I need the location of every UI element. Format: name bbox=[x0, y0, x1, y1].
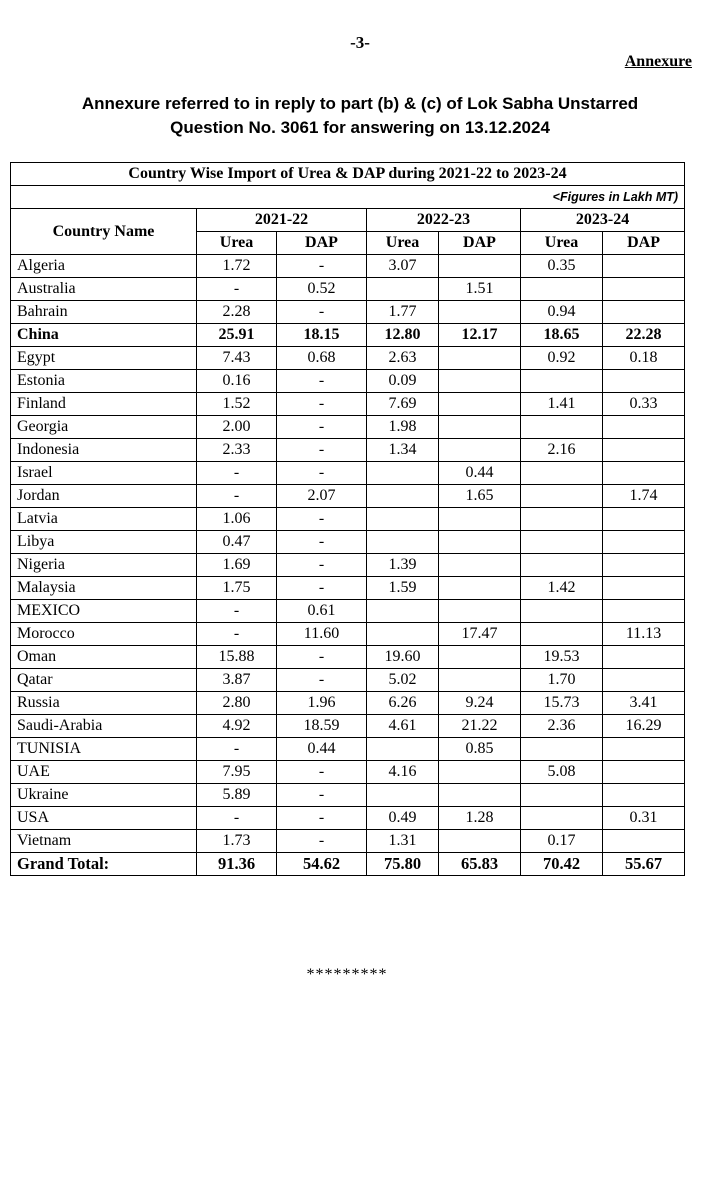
value-cell: - bbox=[277, 784, 367, 807]
value-cell: 0.47 bbox=[197, 531, 277, 554]
value-cell: - bbox=[197, 600, 277, 623]
dap-header: DAP bbox=[439, 232, 521, 255]
value-cell: 21.22 bbox=[439, 715, 521, 738]
value-cell bbox=[521, 462, 603, 485]
value-cell: - bbox=[277, 255, 367, 278]
table-row bbox=[11, 761, 685, 784]
table-row bbox=[11, 439, 685, 462]
country-cell: Qatar bbox=[11, 669, 197, 692]
value-cell bbox=[367, 738, 439, 761]
value-cell: 1.42 bbox=[521, 577, 603, 600]
country-cell: Ukraine bbox=[11, 784, 197, 807]
value-cell: 0.49 bbox=[367, 807, 439, 830]
value-cell bbox=[439, 370, 521, 393]
value-cell: 0.33 bbox=[603, 393, 685, 416]
value-cell: 0.17 bbox=[521, 830, 603, 853]
value-cell: 11.13 bbox=[603, 623, 685, 646]
value-cell bbox=[367, 784, 439, 807]
import-table bbox=[10, 162, 685, 876]
country-cell: USA bbox=[11, 807, 197, 830]
value-cell: - bbox=[277, 554, 367, 577]
value-cell bbox=[603, 761, 685, 784]
grand-total-value: 70.42 bbox=[521, 853, 603, 876]
value-cell bbox=[439, 531, 521, 554]
value-cell bbox=[439, 393, 521, 416]
value-cell: 0.18 bbox=[603, 347, 685, 370]
value-cell: - bbox=[277, 761, 367, 784]
country-cell: Malaysia bbox=[11, 577, 197, 600]
country-cell: Russia bbox=[11, 692, 197, 715]
dap-header: DAP bbox=[277, 232, 367, 255]
table-row bbox=[11, 807, 685, 830]
country-cell: Georgia bbox=[11, 416, 197, 439]
value-cell: - bbox=[197, 738, 277, 761]
value-cell bbox=[439, 830, 521, 853]
table-row bbox=[11, 462, 685, 485]
country-cell: Nigeria bbox=[11, 554, 197, 577]
value-cell bbox=[521, 738, 603, 761]
value-cell bbox=[439, 554, 521, 577]
value-cell bbox=[603, 301, 685, 324]
urea-header: Urea bbox=[197, 232, 277, 255]
value-cell: 4.92 bbox=[197, 715, 277, 738]
value-cell: 1.69 bbox=[197, 554, 277, 577]
value-cell bbox=[603, 508, 685, 531]
value-cell bbox=[521, 807, 603, 830]
value-cell: 2.07 bbox=[277, 485, 367, 508]
value-cell: 25.91 bbox=[197, 324, 277, 347]
value-cell: 0.31 bbox=[603, 807, 685, 830]
value-cell bbox=[603, 646, 685, 669]
value-cell bbox=[439, 577, 521, 600]
value-cell: - bbox=[277, 370, 367, 393]
value-cell: - bbox=[277, 830, 367, 853]
value-cell bbox=[521, 485, 603, 508]
heading-line-2: Question No. 3061 for answering on 13.12.2024 bbox=[170, 118, 550, 137]
country-cell: Latvia bbox=[11, 508, 197, 531]
heading-line-1: Annexure referred to in reply to part (b) & (c) of Lok Sabha Unstarred bbox=[81, 94, 639, 113]
urea-header: Urea bbox=[367, 232, 439, 255]
value-cell bbox=[521, 554, 603, 577]
table-row bbox=[11, 531, 685, 554]
value-cell: - bbox=[277, 439, 367, 462]
value-cell: - bbox=[197, 278, 277, 301]
value-cell bbox=[603, 669, 685, 692]
country-cell: Saudi-Arabia bbox=[11, 715, 197, 738]
value-cell: 1.06 bbox=[197, 508, 277, 531]
value-cell bbox=[521, 370, 603, 393]
value-cell: 0.35 bbox=[521, 255, 603, 278]
table-row bbox=[11, 370, 685, 393]
page-number: -3- bbox=[350, 33, 370, 52]
value-cell bbox=[439, 600, 521, 623]
value-cell: - bbox=[197, 807, 277, 830]
value-cell: 3.87 bbox=[197, 669, 277, 692]
table-row bbox=[11, 301, 685, 324]
grand-total-row bbox=[11, 853, 685, 876]
table-row bbox=[11, 393, 685, 416]
value-cell: 5.89 bbox=[197, 784, 277, 807]
value-cell: 11.60 bbox=[277, 623, 367, 646]
value-cell bbox=[521, 508, 603, 531]
value-cell: 7.43 bbox=[197, 347, 277, 370]
value-cell: 1.96 bbox=[277, 692, 367, 715]
value-cell: 2.28 bbox=[197, 301, 277, 324]
value-cell: - bbox=[277, 416, 367, 439]
value-cell: 1.75 bbox=[197, 577, 277, 600]
country-cell: UAE bbox=[11, 761, 197, 784]
value-cell: 0.92 bbox=[521, 347, 603, 370]
value-cell: 0.44 bbox=[439, 462, 521, 485]
value-cell: 1.59 bbox=[367, 577, 439, 600]
value-cell: 1.74 bbox=[603, 485, 685, 508]
value-cell bbox=[603, 439, 685, 462]
value-cell: - bbox=[277, 807, 367, 830]
value-cell: - bbox=[277, 531, 367, 554]
value-cell bbox=[367, 531, 439, 554]
value-cell: 1.31 bbox=[367, 830, 439, 853]
value-cell bbox=[521, 278, 603, 301]
country-cell: Egypt bbox=[11, 347, 197, 370]
value-cell: - bbox=[277, 669, 367, 692]
year-header: 2023-24 bbox=[521, 209, 685, 232]
country-cell: Morocco bbox=[11, 623, 197, 646]
value-cell bbox=[439, 646, 521, 669]
value-cell bbox=[603, 255, 685, 278]
value-cell bbox=[439, 347, 521, 370]
table-row bbox=[11, 577, 685, 600]
value-cell: 2.00 bbox=[197, 416, 277, 439]
country-cell: Algeria bbox=[11, 255, 197, 278]
country-cell: Estonia bbox=[11, 370, 197, 393]
value-cell bbox=[439, 301, 521, 324]
value-cell: 19.53 bbox=[521, 646, 603, 669]
year-header: 2021-22 bbox=[197, 209, 367, 232]
table-row bbox=[11, 600, 685, 623]
value-cell: 0.52 bbox=[277, 278, 367, 301]
grand-total-value: 91.36 bbox=[197, 853, 277, 876]
value-cell bbox=[521, 600, 603, 623]
value-cell: 0.09 bbox=[367, 370, 439, 393]
value-cell: 1.51 bbox=[439, 278, 521, 301]
table-row bbox=[11, 416, 685, 439]
value-cell: 12.17 bbox=[439, 324, 521, 347]
annexure-label: Annexure bbox=[624, 53, 692, 70]
value-cell: - bbox=[197, 623, 277, 646]
value-cell bbox=[603, 531, 685, 554]
table-row bbox=[11, 830, 685, 853]
table-row bbox=[11, 485, 685, 508]
urea-header: Urea bbox=[521, 232, 603, 255]
value-cell bbox=[521, 784, 603, 807]
value-cell bbox=[367, 600, 439, 623]
value-cell: 0.16 bbox=[197, 370, 277, 393]
value-cell: 16.29 bbox=[603, 715, 685, 738]
value-cell bbox=[603, 370, 685, 393]
country-cell: Indonesia bbox=[11, 439, 197, 462]
table-row bbox=[11, 278, 685, 301]
value-cell bbox=[521, 623, 603, 646]
table-row bbox=[11, 715, 685, 738]
value-cell: 15.73 bbox=[521, 692, 603, 715]
end-marker: ********* bbox=[306, 966, 388, 983]
country-cell: Oman bbox=[11, 646, 197, 669]
table-row bbox=[11, 669, 685, 692]
value-cell: - bbox=[277, 301, 367, 324]
value-cell: 1.34 bbox=[367, 439, 439, 462]
value-cell: - bbox=[197, 485, 277, 508]
value-cell: - bbox=[277, 508, 367, 531]
value-cell bbox=[367, 485, 439, 508]
value-cell bbox=[603, 577, 685, 600]
value-cell: 1.28 bbox=[439, 807, 521, 830]
value-cell bbox=[603, 462, 685, 485]
document-heading bbox=[40, 92, 680, 140]
value-cell: 5.08 bbox=[521, 761, 603, 784]
value-cell bbox=[603, 416, 685, 439]
grand-total-label: Grand Total: bbox=[11, 853, 197, 876]
value-cell: 6.26 bbox=[367, 692, 439, 715]
value-cell: 1.41 bbox=[521, 393, 603, 416]
value-cell: 3.41 bbox=[603, 692, 685, 715]
value-cell: 2.63 bbox=[367, 347, 439, 370]
value-cell: 7.69 bbox=[367, 393, 439, 416]
country-cell: Bahrain bbox=[11, 301, 197, 324]
country-cell: MEXICO bbox=[11, 600, 197, 623]
value-cell: - bbox=[277, 393, 367, 416]
table-row bbox=[11, 554, 685, 577]
value-cell: 0.85 bbox=[439, 738, 521, 761]
value-cell bbox=[603, 600, 685, 623]
table-row bbox=[11, 738, 685, 761]
value-cell: 4.16 bbox=[367, 761, 439, 784]
value-cell: 2.33 bbox=[197, 439, 277, 462]
value-cell bbox=[603, 830, 685, 853]
value-cell: 3.07 bbox=[367, 255, 439, 278]
value-cell bbox=[367, 278, 439, 301]
table-row bbox=[11, 324, 685, 347]
table-row bbox=[11, 508, 685, 531]
value-cell: 1.72 bbox=[197, 255, 277, 278]
value-cell: 5.02 bbox=[367, 669, 439, 692]
value-cell: 1.73 bbox=[197, 830, 277, 853]
value-cell bbox=[367, 623, 439, 646]
table-title: Country Wise Import of Urea & DAP during 2021-22 to 2023-24 bbox=[11, 163, 685, 186]
country-cell: TUNISIA bbox=[11, 738, 197, 761]
country-cell: China bbox=[11, 324, 197, 347]
value-cell: - bbox=[277, 577, 367, 600]
value-cell bbox=[603, 554, 685, 577]
value-cell: 4.61 bbox=[367, 715, 439, 738]
table-body bbox=[11, 255, 685, 876]
value-cell bbox=[603, 738, 685, 761]
table-row bbox=[11, 347, 685, 370]
table-row bbox=[11, 623, 685, 646]
country-cell: Australia bbox=[11, 278, 197, 301]
value-cell bbox=[439, 255, 521, 278]
value-cell: 7.95 bbox=[197, 761, 277, 784]
table-row bbox=[11, 646, 685, 669]
value-cell bbox=[439, 416, 521, 439]
value-cell: 0.44 bbox=[277, 738, 367, 761]
value-cell: 15.88 bbox=[197, 646, 277, 669]
value-cell: 1.77 bbox=[367, 301, 439, 324]
value-cell: 19.60 bbox=[367, 646, 439, 669]
value-cell: 2.16 bbox=[521, 439, 603, 462]
value-cell: - bbox=[197, 462, 277, 485]
value-cell bbox=[439, 669, 521, 692]
value-cell: 1.52 bbox=[197, 393, 277, 416]
value-cell: 1.98 bbox=[367, 416, 439, 439]
value-cell: 18.59 bbox=[277, 715, 367, 738]
year-header: 2022-23 bbox=[367, 209, 521, 232]
value-cell bbox=[603, 278, 685, 301]
value-cell: 12.80 bbox=[367, 324, 439, 347]
value-cell bbox=[521, 531, 603, 554]
country-name-header: Country Name bbox=[11, 209, 197, 255]
value-cell: 2.80 bbox=[197, 692, 277, 715]
grand-total-value: 65.83 bbox=[439, 853, 521, 876]
table-row bbox=[11, 255, 685, 278]
value-cell: 9.24 bbox=[439, 692, 521, 715]
value-cell bbox=[439, 439, 521, 462]
unit-note: <Figures in Lakh MT) bbox=[11, 186, 685, 209]
table-row bbox=[11, 692, 685, 715]
grand-total-value: 75.80 bbox=[367, 853, 439, 876]
value-cell: 2.36 bbox=[521, 715, 603, 738]
value-cell: 1.65 bbox=[439, 485, 521, 508]
value-cell: 0.68 bbox=[277, 347, 367, 370]
grand-total-value: 54.62 bbox=[277, 853, 367, 876]
value-cell bbox=[603, 784, 685, 807]
dap-header: DAP bbox=[603, 232, 685, 255]
country-cell: Jordan bbox=[11, 485, 197, 508]
value-cell bbox=[439, 784, 521, 807]
value-cell: 17.47 bbox=[439, 623, 521, 646]
value-cell bbox=[367, 462, 439, 485]
value-cell bbox=[367, 508, 439, 531]
country-cell: Vietnam bbox=[11, 830, 197, 853]
country-cell: Israel bbox=[11, 462, 197, 485]
country-cell: Libya bbox=[11, 531, 197, 554]
value-cell: - bbox=[277, 462, 367, 485]
value-cell: 18.15 bbox=[277, 324, 367, 347]
grand-total-value: 55.67 bbox=[603, 853, 685, 876]
value-cell: 1.70 bbox=[521, 669, 603, 692]
value-cell: - bbox=[277, 646, 367, 669]
value-cell: 0.94 bbox=[521, 301, 603, 324]
value-cell: 18.65 bbox=[521, 324, 603, 347]
value-cell: 1.39 bbox=[367, 554, 439, 577]
value-cell bbox=[439, 508, 521, 531]
value-cell: 22.28 bbox=[603, 324, 685, 347]
table-row bbox=[11, 784, 685, 807]
value-cell bbox=[521, 416, 603, 439]
value-cell bbox=[439, 761, 521, 784]
country-cell: Finland bbox=[11, 393, 197, 416]
value-cell: 0.61 bbox=[277, 600, 367, 623]
